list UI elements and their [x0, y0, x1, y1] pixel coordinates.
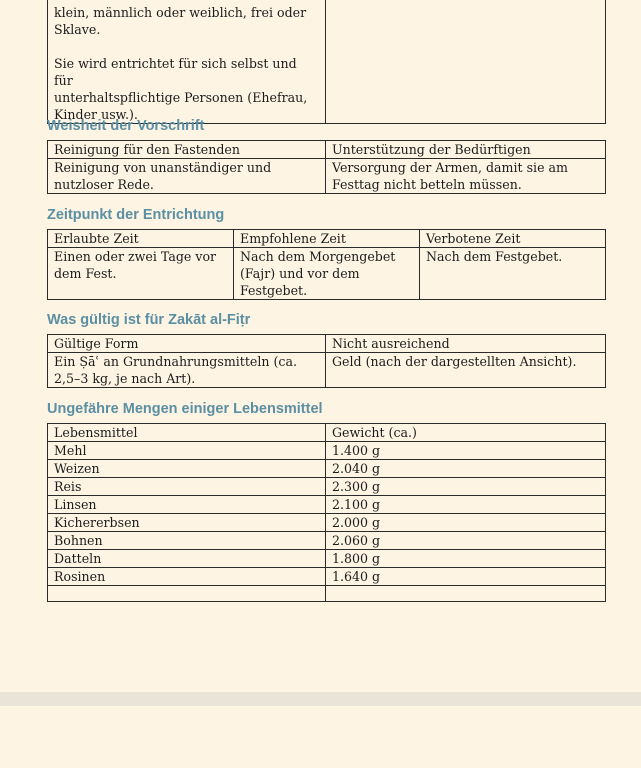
timing-cell: Nach dem Morgengebet (Fajr) und vor dem Festgebet.: [234, 248, 420, 300]
food-name: [48, 586, 326, 602]
amounts-header: Lebensmittel: [48, 424, 326, 442]
next-page: [0, 706, 641, 768]
table-row: [48, 586, 606, 602]
table-row: [48, 478, 606, 496]
wisdom-cell: Versorgung der Armen, damit sie am Festtag nicht betteln müssen.: [326, 159, 606, 194]
table-row: [48, 532, 606, 550]
food-weight: 2.300 g: [326, 478, 606, 496]
food-name: Datteln: [48, 550, 326, 568]
food-weight: 2.000 g: [326, 514, 606, 532]
intro-line: Sklave.: [54, 22, 101, 37]
validity-table: [47, 334, 606, 388]
wisdom-cell: Reinigung von unanständiger und nutzloser Rede.: [48, 159, 326, 194]
food-weight: 2.100 g: [326, 496, 606, 514]
amounts-header: Gewicht (ca.): [326, 424, 606, 442]
food-name: Linsen: [48, 496, 326, 514]
amounts-table: [47, 423, 606, 602]
food-name: Weizen: [48, 460, 326, 478]
timing-heading: Zeitpunkt der Entrichtung: [47, 207, 225, 223]
timing-table: [47, 229, 606, 300]
food-weight: 1.800 g: [326, 550, 606, 568]
food-weight: 2.040 g: [326, 460, 606, 478]
timing-header: Erlaubte Zeit: [48, 230, 234, 248]
validity-heading: Was gültig ist für Zakāt al-Fiṭr: [47, 312, 251, 328]
table-row: [48, 496, 606, 514]
page-separator: [0, 692, 641, 706]
validity-cell: Ein Ṣāʿ an Grundnahrungsmitteln (ca. 2,5–3 kg, je nach Art).: [48, 353, 326, 388]
food-name: Bohnen: [48, 532, 326, 550]
intro-right-cell: [326, 0, 606, 124]
food-name: Mehl: [48, 442, 326, 460]
food-name: Kichererbsen: [48, 514, 326, 532]
wisdom-heading: Weisheit der Vorschrift: [47, 118, 205, 134]
food-weight: 2.060 g: [326, 532, 606, 550]
intro-line: unterhaltspflichtige Personen (Ehefrau,: [54, 90, 308, 105]
validity-cell: Geld (nach der dargestellten Ansicht).: [326, 353, 606, 388]
wisdom-table: [47, 140, 606, 194]
timing-header: Empfohlene Zeit: [234, 230, 420, 248]
table-row: [48, 550, 606, 568]
intro-table: [47, 0, 606, 124]
validity-header: Gültige Form: [48, 335, 326, 353]
intro-line: [54, 38, 319, 55]
intro-left-cell: [48, 0, 326, 124]
table-row: [48, 568, 606, 586]
timing-cell: Einen oder zwei Tage vor dem Fest.: [48, 248, 234, 300]
wisdom-header: Unterstützung der Bedürftigen: [326, 141, 606, 159]
intro-line: klein, männlich oder weiblich, frei oder: [54, 5, 307, 20]
food-weight: [326, 586, 606, 602]
validity-header: Nicht ausreichend: [326, 335, 606, 353]
amounts-heading: Ungefähre Mengen einiger Lebensmittel: [47, 401, 323, 417]
food-name: Rosinen: [48, 568, 326, 586]
table-row: [48, 514, 606, 532]
timing-cell: Nach dem Festgebet.: [420, 248, 606, 300]
intro-line: Sie wird entrichtet für sich selbst und für: [54, 56, 297, 88]
food-weight: 1.400 g: [326, 442, 606, 460]
table-row: [48, 442, 606, 460]
food-weight: 1.640 g: [326, 568, 606, 586]
table-row: [48, 460, 606, 478]
intro-line: Kinder usw.).: [54, 107, 138, 122]
food-name: Reis: [48, 478, 326, 496]
timing-header: Verbotene Zeit: [420, 230, 606, 248]
wisdom-header: Reinigung für den Fastenden: [48, 141, 326, 159]
